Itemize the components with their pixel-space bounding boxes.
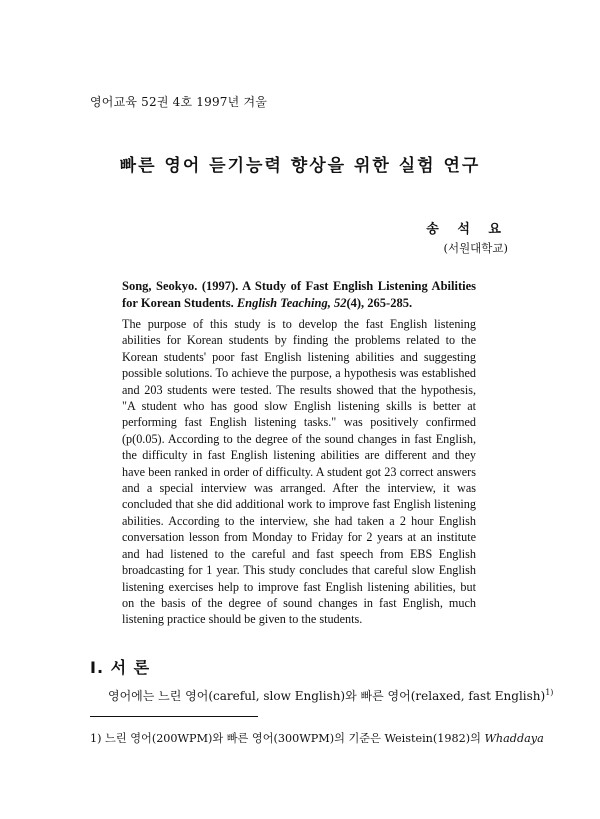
citation	[122, 278, 476, 312]
journal-header: 영어교육 52권 4호 1997년 겨울	[90, 95, 268, 109]
footnote-divider	[90, 716, 258, 717]
author-name: 송 석 요	[426, 222, 508, 237]
citation-pages: (4), 265-285.	[346, 296, 413, 310]
citation-journal: English Teaching, 52	[236, 296, 347, 310]
body-first-line: 영어에는 느린 영어(careful, slow English)와 빠른 영어(relaxed, fast English)	[108, 689, 546, 703]
author-affiliation: (서원대학교)	[443, 241, 508, 255]
abstract-text: The purpose of this study is to develop the fast English listening abilities for Korean students by finding the problems related to the Korean students' poor fast English listening abilities and suggesting possible solutions. To achieve the purpose, a hypothesis was established and 203 students were tested. The results showed that the hypothesis, "A student who has good slow English listening skills is better at performing fast English listening tasks." was positively confirmed (p(0.05). According to the degree of the sound changes in fast English, the difficulty in fast English listening abilities are different and they have been ranked in order of difficulty. A student got 23 correct answers and a special interview was arranged. After the interview, it was concluded that she did additional work to improve fast English listening abilities. According to the interview, she had taken a 2 hour English conversation lesson from Monday to Friday for 2 years at an institute and had listened to the careful and fast speech from EBS English broadcasting for 1 year. This study concludes that careful slow English listening exercises help to improve fast English listening abilities, but on the basis of the degree of sound changes in fast English, much listening practice should be given to the students.	[122, 317, 476, 627]
section-heading: I. 서 론	[90, 658, 151, 677]
footnote	[90, 730, 544, 746]
abstract-block	[122, 278, 476, 628]
footnote-text: 1) 느린 영어(200WPM)와 빠른 영어(300WPM)의 기준은 Weistein(1982)의	[90, 732, 481, 745]
footnote-italic: Whaddaya	[484, 732, 544, 745]
citation-authors-title: Song, Seokyo. (1997). A Study of Fast English Listening Abilities for Korean Students.	[122, 279, 476, 310]
footnote-marker: 1)	[545, 688, 554, 697]
paper-title: 빠른 영어 듣기능력 향상을 위한 실험 연구	[119, 156, 481, 176]
body-text	[108, 687, 553, 704]
